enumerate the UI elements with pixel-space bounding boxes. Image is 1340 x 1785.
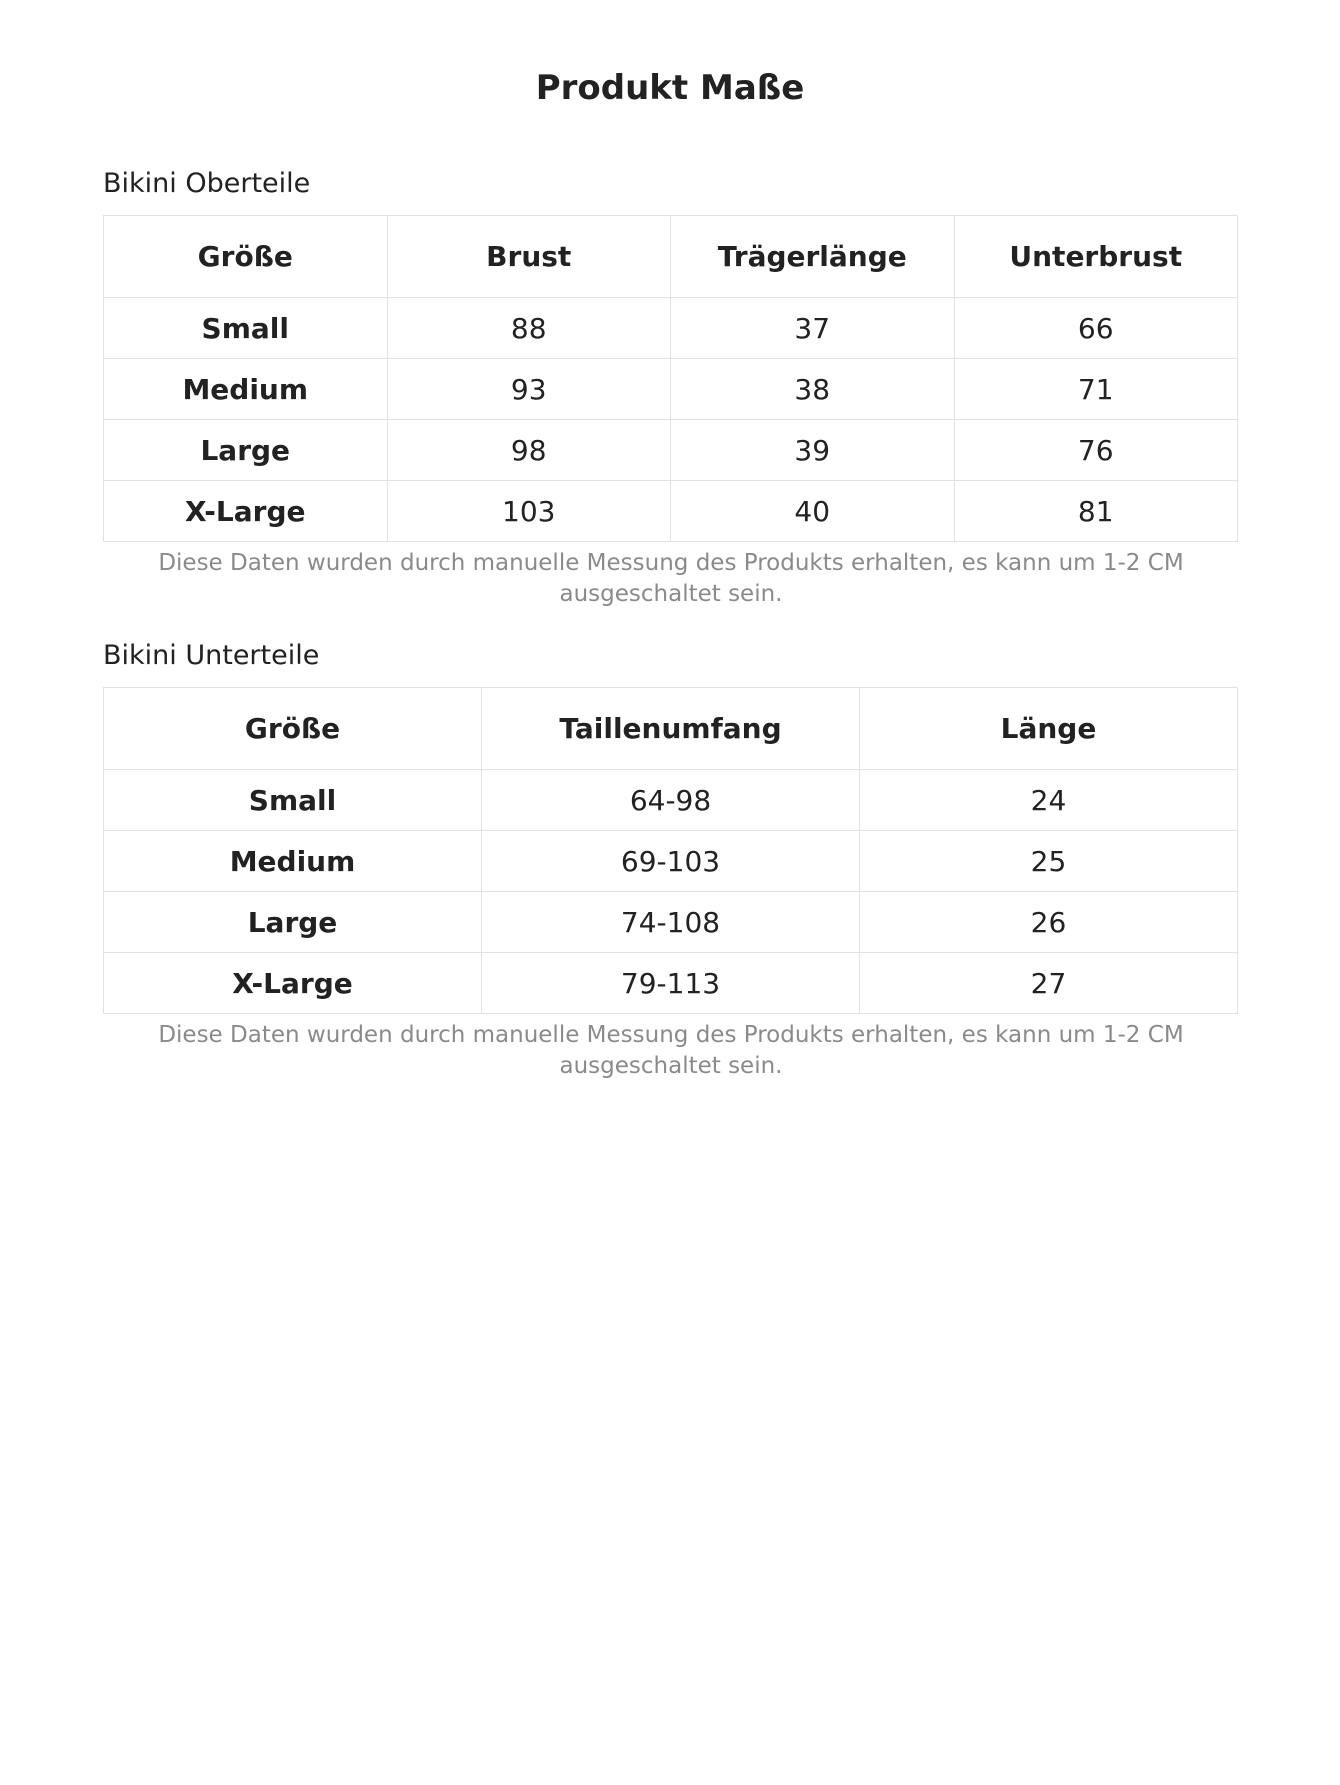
waist-cell: 64-98 [482, 770, 860, 831]
bust-cell: 103 [387, 481, 671, 542]
size-cell: Large [104, 892, 482, 953]
bottoms-size-table [103, 687, 1238, 1014]
column-header-waist: Taillenumfang [482, 688, 860, 770]
size-cell: X-Large [104, 481, 388, 542]
tops-size-table [103, 215, 1238, 542]
table-header-row [104, 216, 1238, 298]
size-cell: Medium [104, 359, 388, 420]
table-row [104, 298, 1238, 359]
measurement-note: Diese Daten wurden durch manuelle Messung des Produkts erhalten, es kann um 1-2 CM ausgeschaltet sein. [158, 1022, 1184, 1079]
underbust-cell: 81 [954, 481, 1238, 542]
column-header-underbust: Unterbrust [954, 216, 1238, 298]
column-header-bust: Brust [387, 216, 671, 298]
size-cell: Medium [104, 831, 482, 892]
length-cell: 25 [860, 831, 1238, 892]
length-cell: 24 [860, 770, 1238, 831]
size-cell: Small [104, 298, 388, 359]
page-title: Produkt Maße [535, 68, 805, 108]
strap-length-cell: 37 [671, 298, 955, 359]
table-row [104, 481, 1238, 542]
table-row [104, 359, 1238, 420]
length-cell: 26 [860, 892, 1238, 953]
table-row [104, 770, 1238, 831]
table-header-row [104, 688, 1238, 770]
bust-cell: 88 [387, 298, 671, 359]
underbust-cell: 76 [954, 420, 1238, 481]
column-header-size: Größe [104, 688, 482, 770]
measurement-note: Diese Daten wurden durch manuelle Messung des Produkts erhalten, es kann um 1-2 CM ausgeschaltet sein. [158, 550, 1184, 607]
size-cell: Small [104, 770, 482, 831]
table-row [104, 831, 1238, 892]
underbust-cell: 66 [954, 298, 1238, 359]
column-header-length: Länge [860, 688, 1238, 770]
table-row [104, 420, 1238, 481]
waist-cell: 79-113 [482, 953, 860, 1014]
column-header-size: Größe [104, 216, 388, 298]
strap-length-cell: 39 [671, 420, 955, 481]
waist-cell: 69-103 [482, 831, 860, 892]
bottoms-section-title: Bikini Unterteile [103, 640, 320, 671]
bottoms-section [103, 637, 1238, 1082]
length-cell: 27 [860, 953, 1238, 1014]
size-cell: Large [104, 420, 388, 481]
waist-cell: 74-108 [482, 892, 860, 953]
underbust-cell: 71 [954, 359, 1238, 420]
tops-section [103, 165, 1238, 610]
strap-length-cell: 40 [671, 481, 955, 542]
table-row [104, 953, 1238, 1014]
bust-cell: 98 [387, 420, 671, 481]
bust-cell: 93 [387, 359, 671, 420]
column-header-strap-length: Trägerlänge [671, 216, 955, 298]
strap-length-cell: 38 [671, 359, 955, 420]
table-row [104, 892, 1238, 953]
tops-section-title: Bikini Oberteile [103, 168, 311, 199]
size-cell: X-Large [104, 953, 482, 1014]
